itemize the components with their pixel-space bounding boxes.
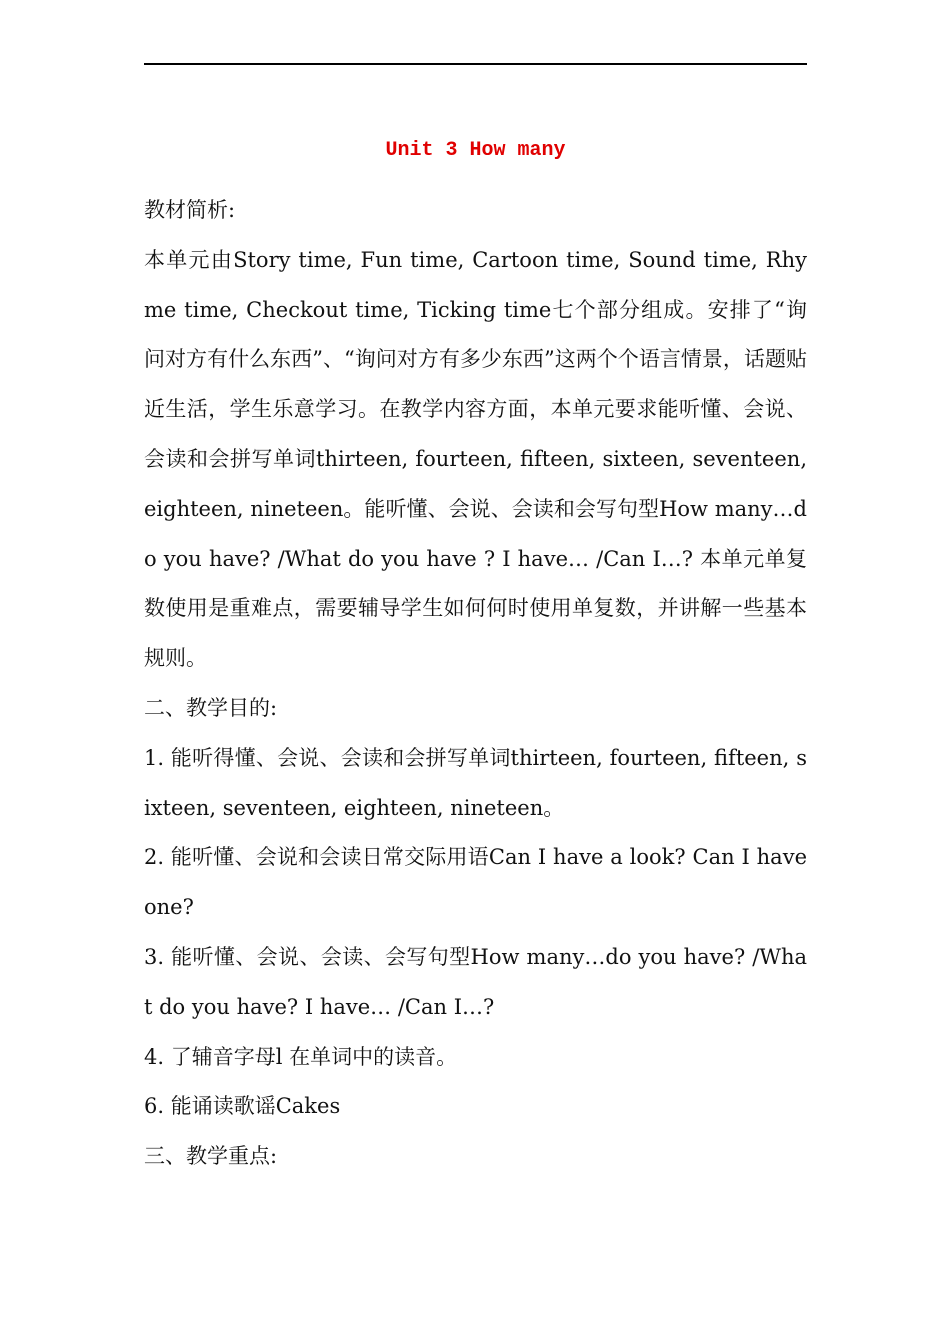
objective-item: 2. 能听懂、会说和会读日常交际用语Can I have a look? Can I have one? xyxy=(144,845,807,920)
header-rule xyxy=(144,63,807,65)
objectives-heading: 二、教学目的: xyxy=(144,695,278,720)
objective-item: 4. 了辅音字母l 在单词中的读音。 xyxy=(144,1044,458,1069)
document-body xyxy=(144,186,807,1182)
analysis-heading: 教材简析: xyxy=(144,198,236,222)
key-points-heading: 三、教学重点: xyxy=(144,1144,278,1169)
analysis-paragraph: 本单元由Story time, Fun time, Cartoon time, Sound time, Rhyme time, Checkout time, Ticking time七个部分组成。安排了“询问对方有什么东西”、“询问对方有多少东西”这两个个语言情景，话题贴近生活，学生乐意学习。在教学内容方面，本单元要求能听懂、会说、会读和会拼写单词thirteen, fourteen, fifteen, sixteen, seventeen, eighteen, nineteen。能听懂、会说、会读和会写句型How many…do you have? /What do you have ? I have… /Can I…? 本单元单复数使用是重难点，需要辅导学生如何何时使用单复数，并讲解一些基本规则。 xyxy=(144,247,807,671)
document-title: Unit 3 How many xyxy=(385,139,566,162)
objective-item: 3. 能听懂、会说、会读、会写句型How many…do you have? /What do you have? I have… /Can I…? xyxy=(144,944,807,1019)
objective-item: 1. 能听得懂、会说、会读和会拼写单词thirteen, fourteen, fifteen, sixteen, seventeen, eighteen, nineteen。 xyxy=(144,745,807,820)
objective-item: 6. 能诵读歌谣Cakes xyxy=(144,1094,341,1119)
